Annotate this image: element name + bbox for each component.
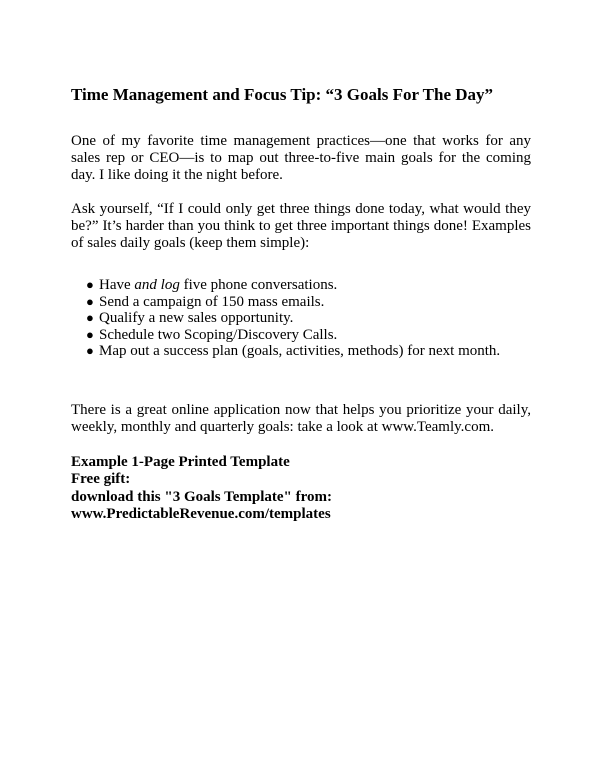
list-item-text: Send a campaign of 150 mass emails. (99, 293, 325, 310)
bullet-icon: ● (86, 310, 94, 325)
list-item (86, 293, 531, 311)
template-url: www.PredictableRevenue.com/templates (71, 506, 331, 522)
list-item (86, 326, 531, 344)
bullet-icon: ● (86, 326, 94, 342)
list-item-text-post: five phone conversations. (179, 277, 338, 293)
list-item-text: Qualify a new sales opportunity. (99, 310, 294, 326)
online-app-paragraph: There is a great online application now that helps you prioritize your daily, weekly, monthly and quarterly goals: take a look at www.Teamly.com. (71, 401, 531, 435)
free-gift-label: Free gift: (71, 471, 131, 487)
list-item (86, 310, 531, 327)
bullet-icon: ● (86, 277, 94, 292)
download-instruction: download this "3 Goals Template" from: (71, 488, 332, 505)
list-item (86, 343, 531, 360)
template-heading: Example 1-Page Printed Template (71, 453, 290, 470)
daily-goals-list (71, 277, 531, 360)
list-item-text: Schedule two Scoping/Discovery Calls. (99, 326, 338, 343)
list-item-text: Map out a success plan (goals, activities, methods) for next month. (99, 343, 501, 359)
bullet-icon: ● (86, 343, 94, 358)
document-page (71, 84, 531, 524)
bullet-icon: ● (86, 293, 94, 309)
list-item (86, 277, 531, 294)
template-footer (71, 454, 531, 524)
page-title: Time Management and Focus Tip: “3 Goals For The Day” (71, 85, 494, 104)
list-item-emphasis: and log (134, 277, 180, 293)
intro-paragraph: One of my favorite time management practices—one that works for any sales rep or CEO—is to map out three-to-five main goals for the coming day. I like doing it the night before. (71, 133, 531, 183)
list-item-text-pre: Have (99, 277, 135, 293)
ask-yourself-paragraph: Ask yourself, “If I could only get three things done today, what would they be?” It’s harder than you think to get three important things done! Examples of sales daily goals (keep them simple): (71, 201, 531, 251)
